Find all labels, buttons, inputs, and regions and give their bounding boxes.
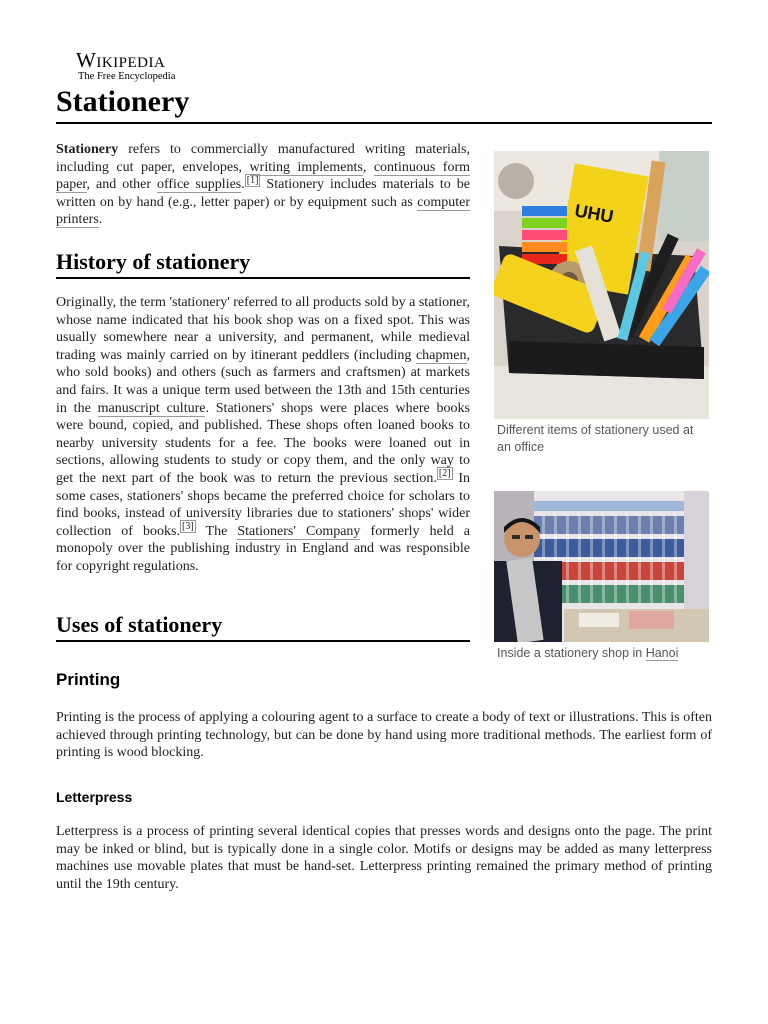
figure-stationery-shop <box>494 491 710 662</box>
printing-heading: Printing <box>56 670 121 689</box>
printing-body <box>56 709 712 762</box>
letterpress-heading: Letterpress <box>56 789 133 805</box>
link-stationers-company[interactable]: Stationers' Company <box>237 523 361 539</box>
stationery-shop-image[interactable] <box>494 491 709 642</box>
figure1-caption: Different items of stationery used at an office <box>497 423 694 454</box>
page-title: Stationery <box>56 82 712 124</box>
link-chapmen[interactable]: chapmen <box>415 347 467 363</box>
reference-2[interactable]: [2] <box>438 468 451 480</box>
link-hanoi[interactable]: Hanoi <box>645 646 679 660</box>
logo-wordmark: Wikipedia <box>76 48 166 72</box>
letterpress-body <box>56 823 712 893</box>
reference-3[interactable]: [3] <box>182 521 194 533</box>
reference-1[interactable]: [1] <box>246 174 259 186</box>
intro-section <box>56 141 470 229</box>
link-continuous-form-paper[interactable]: continuous form paper <box>56 159 471 193</box>
figure-stationery-items <box>494 151 710 456</box>
history-body <box>56 294 470 576</box>
wikipedia-logo[interactable] <box>76 49 196 83</box>
link-writing-implements[interactable]: writing implements <box>249 159 363 175</box>
letterpress-paragraph: Letterpress is a process of printing several identical copies that presses words and designs onto the page. The print may be inked or blind, but is typically done in a single color. Motifs or designs may be added as many letterpress machines use movable plates that must be hand-set. Letterpress printing remained the primary method of printing until the 19th century. <box>56 824 712 892</box>
intro-paragraph: Stationery refers to commercially manufactured writing materials, including cut paper, envelopes, writing implements, continuous form paper, and other office supplies. [1] Stationery includes materials to be written on by hand (e.g., letter paper) or by equipment such as computer printers. <box>56 142 471 228</box>
history-paragraph: Originally, the term 'stationery' referred to all products sold by a stationer, whose name indicated that his book shop was on a fixed spot. This was usually somewhere near a university, and permanent, while medieval trading was mainly carried on by itinerant peddlers (including chapmen, who sold books) and others (such as farmers and craftsmen) at markets and fairs. It was a unique term used between the 13th and 15th centuries in the manuscript culture. Stationers' shops were places where books were bound, copied, and published. These shops often loaned books to nearby university students for a fee. The books were loaned out in sections, allowing students to study or copy them, and the only way to get the next part of the book was to return the previous section. [2] In some cases, stationers' shops became the preferred choice for scholars to find books, instead of university libraries due to stationers' shops' wider collection of books. [3] The Stationers' Company formerly held a monopoly over the publishing industry in England and was responsible for copyright regulations. <box>56 295 471 574</box>
link-computer-printers[interactable]: computer printers <box>56 194 470 228</box>
uses-section <box>56 610 470 642</box>
history-heading: History of stationery <box>56 247 470 279</box>
link-office-supplies[interactable]: office supplies <box>156 177 242 193</box>
printing-paragraph: Printing is the process of applying a colouring agent to a surface to create a body of text or illustrations. This is often achieved through printing technology, but can be done by hand using more traditional methods. The earliest form of printing is wood blocking. <box>56 710 712 761</box>
link-manuscript-culture[interactable]: manuscript culture <box>97 400 206 416</box>
stationery-items-image[interactable] <box>494 151 709 419</box>
svg-text:UHU: UHU <box>573 200 616 227</box>
history-section <box>56 247 470 279</box>
logo-tagline: The Free Encyclopedia <box>78 71 176 82</box>
letterpress-section <box>56 788 712 806</box>
intro-bold-term: Stationery <box>56 142 119 157</box>
figure2-caption: Inside a stationery shop in Hanoi <box>497 646 679 660</box>
uses-heading: Uses of stationery <box>56 610 470 642</box>
printing-section <box>56 669 712 691</box>
